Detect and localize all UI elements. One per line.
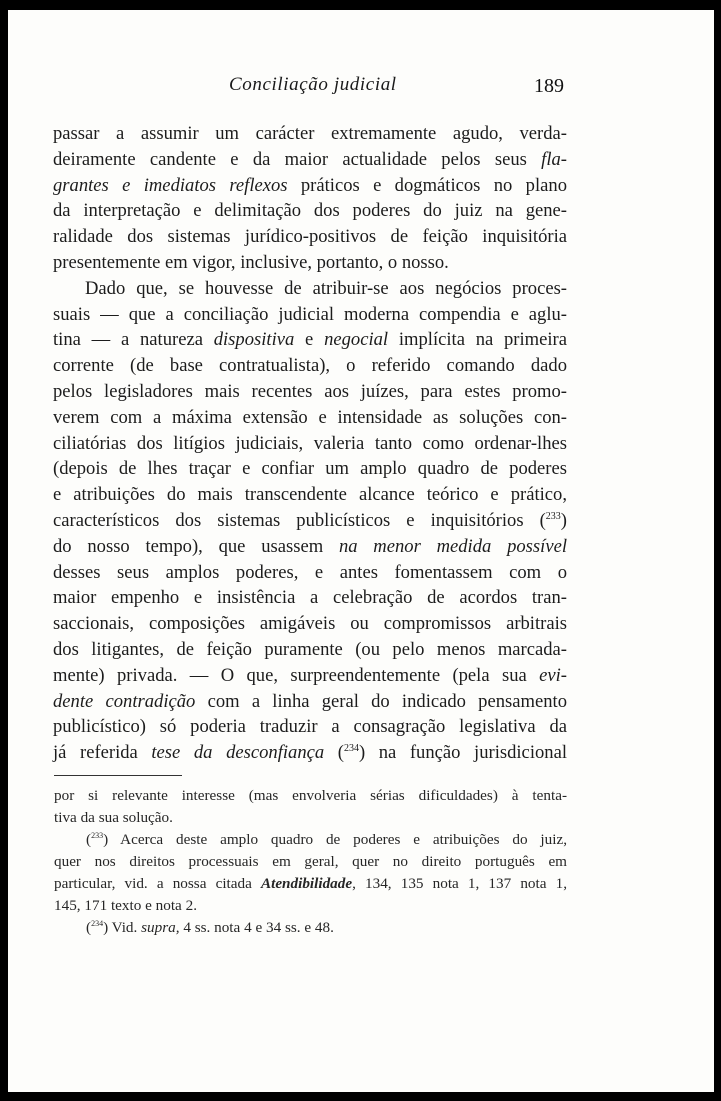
footnote-line: quer nos direitos processuais em geral, quer no direito português em bbox=[54, 853, 567, 870]
text-line: verem com a máxima extensão e intensidade as soluções con- bbox=[53, 406, 567, 428]
text-line: mente) privada. — O que, surpreendentemente (pela sua evi- bbox=[53, 664, 567, 686]
text-line: pelos legisladores mais recentes aos juízes, para estes promo- bbox=[53, 380, 567, 402]
italic-text: dispositiva bbox=[213, 329, 295, 351]
footnote-ref-234[interactable]: 234 bbox=[343, 743, 359, 755]
text-line: deiramente candente e da maior actualidade pelos seus fla- bbox=[53, 148, 567, 170]
italic-text: fla- bbox=[541, 148, 567, 170]
footnote-line: 145, 171 texto e nota 2. bbox=[54, 897, 197, 914]
footnote-line: particular, vid. a nossa citada Atendibilidade, 134, 135 nota 1, 137 nota 1, bbox=[54, 875, 568, 892]
running-head bbox=[8, 74, 714, 104]
italic-text: supra, bbox=[141, 919, 180, 936]
text-line: suais — que a conciliação judicial moderna compendia e aglu- bbox=[53, 303, 567, 325]
italic-text: dente contradição bbox=[53, 690, 196, 712]
footnote-line: ($^{234}$) Vid. supra, 4 ss. nota 4 e 34 ss. e 48. bbox=[86, 919, 334, 936]
text-line: presentemente em vigor, inclusive, portanto, o nosso. bbox=[53, 251, 449, 273]
footnote-234 bbox=[54, 917, 567, 939]
italic-text: tese da desconfiança bbox=[151, 742, 325, 764]
text-line: tina — a natureza dispositiva e negocial implícita na primeira bbox=[53, 329, 567, 351]
text-line: da interpretação e delimitação dos poderes do juiz na gene- bbox=[53, 200, 567, 222]
text-line: do nosso tempo), que usassem na menor medida possível bbox=[53, 535, 567, 557]
footnote-233 bbox=[54, 829, 567, 917]
cited-work-title: Atendibilidade bbox=[260, 875, 353, 892]
text-line: dos litigantes, de feição puramente (ou pelo menos marcada- bbox=[53, 638, 567, 660]
footnote-divider bbox=[54, 775, 182, 776]
footnote-number: 234 bbox=[91, 919, 104, 928]
footnote-ref-233[interactable]: 233 bbox=[545, 510, 561, 522]
text-line: já referida tese da desconfiança ($^{234}$) na função jurisdicional bbox=[53, 742, 567, 764]
text-line: desses seus amplos poderes, e antes fomentassem com o bbox=[53, 561, 567, 583]
footnote-line: por si relevante interesse (mas envolveria sérias dificuldades) à tenta- bbox=[54, 787, 567, 804]
italic-text: na menor medida possível bbox=[338, 535, 567, 557]
main-text bbox=[53, 121, 567, 766]
text-line: ciliatórias dos litígios judiciais, valeria tanto como ordenar-lhes bbox=[53, 432, 567, 454]
text-line: e atribuições do mais transcendente alcance teórico e prático, bbox=[53, 484, 567, 506]
footnote-continuation bbox=[54, 785, 567, 829]
footnotes bbox=[54, 785, 567, 939]
text-line: Dado que, se houvesse de atribuir-se aos negócios proces- bbox=[85, 277, 567, 299]
text-line: dente contradição com a linha geral do indicado pensamento bbox=[53, 690, 567, 712]
italic-text: grantes e imediatos reflexos bbox=[53, 174, 288, 196]
text-line: maior empenho e insistência a celebração de acordos tran- bbox=[53, 587, 567, 609]
italic-text: evi- bbox=[539, 664, 567, 686]
paragraph-1 bbox=[53, 121, 567, 276]
running-title: Conciliação judicial bbox=[229, 74, 397, 95]
page-number: 189 bbox=[534, 75, 564, 97]
book-page bbox=[8, 10, 714, 1092]
text-line: característicos dos sistemas publicísticos e inquisitórios ($^{233}$) bbox=[53, 509, 567, 531]
text-line: ralidade dos sistemas jurídico-positivos de feição inquisitória bbox=[53, 226, 567, 248]
footnote-line: ($^{233}$) Acerca deste amplo quadro de poderes e atribuições do juiz, bbox=[86, 831, 567, 848]
paragraph-2 bbox=[53, 276, 567, 766]
text-line: corrente (de base contratualista), o referido comando dado bbox=[53, 355, 567, 377]
footnote-line: tiva da sua solução. bbox=[54, 809, 173, 826]
text-line: (depois de lhes traçar e confiar um amplo quadro de poderes bbox=[53, 458, 567, 480]
text-line: saccionais, composições amigáveis ou compromissos arbitrais bbox=[53, 613, 567, 635]
footnote-number: 233 bbox=[91, 831, 104, 840]
text-line: passar a assumir um carácter extremamente agudo, verda- bbox=[53, 123, 567, 144]
italic-text: negocial bbox=[324, 329, 389, 351]
text-line: publicístico) só poderia traduzir a consagração legislativa da bbox=[53, 716, 567, 738]
text-line: grantes e imediatos reflexos práticos e dogmáticos no plano bbox=[53, 174, 567, 196]
